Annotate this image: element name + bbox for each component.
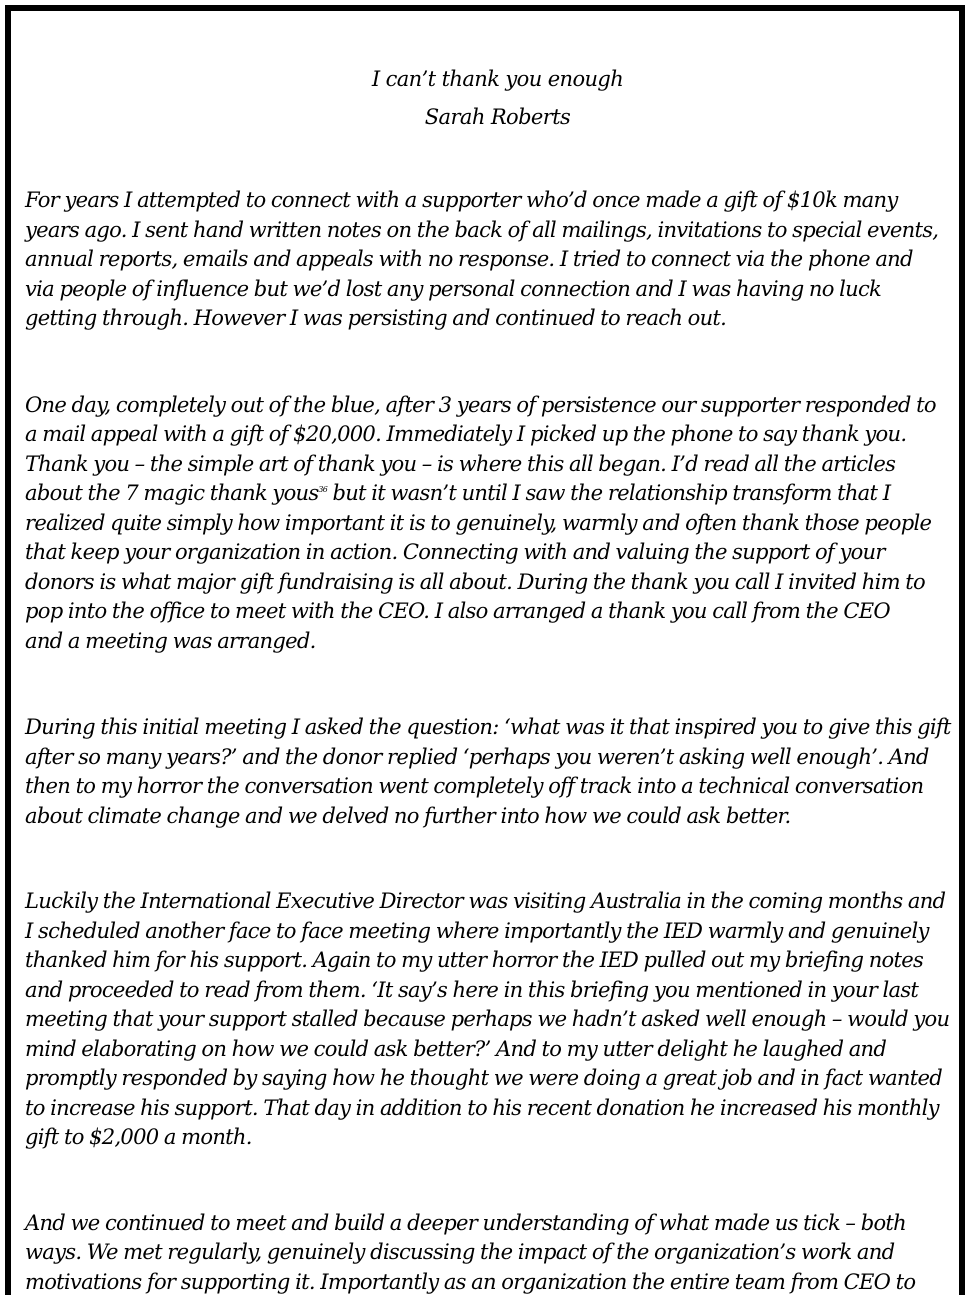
text-line: annual reports, emails and appeals with no response. I tried to connect via the phone and	[25, 245, 960, 275]
text-line: During this initial meeting I asked the question: ‘what was it that inspired you to give this gift	[25, 713, 960, 743]
text-segment: but it wasn’t until I saw the relationship transform that I	[327, 481, 890, 506]
text-line: promptly responded by saying how he thought we were doing a great job and in fact wanted	[25, 1064, 960, 1094]
text-line: motivations for supporting it. Importantly as an organization the entire team from CEO to	[25, 1268, 960, 1297]
paragraph-1	[25, 186, 970, 334]
text-line: years ago. I sent hand written notes on the back of all mailings, invitations to special events,	[25, 216, 960, 246]
text-line: I scheduled another face to face meeting where importantly the IED warmly and genuinely	[25, 917, 960, 947]
text-line: gift to $2,000 a month.	[25, 1123, 960, 1153]
text-line: to increase his support. That day in addition to his recent donation he increased his monthly	[25, 1094, 960, 1124]
footnote-reference[interactable]: 36	[318, 485, 327, 494]
text-line: after so many years?’ and the donor replied ‘perhaps you weren’t asking well enough’. And	[25, 743, 960, 773]
text-line: and proceeded to read from them. ‘It say’s here in this briefing you mentioned in your last	[25, 976, 960, 1006]
text-line: a mail appeal with a gift of $20,000. Immediately I picked up the phone to say thank you.	[25, 420, 960, 450]
paragraph-5	[25, 1209, 970, 1297]
paragraph-2	[25, 391, 970, 657]
text-line: thanked him for his support. Again to my utter horror the IED pulled out my briefing notes	[25, 946, 960, 976]
paragraph-4	[25, 887, 970, 1153]
text-line-with-footnote	[25, 479, 960, 509]
text-line: donors is what major gift fundraising is all about. During the thank you call I invited him to	[25, 568, 960, 598]
document-title: I can’t thank you enough	[25, 63, 970, 95]
text-line: that keep your organization in action. Connecting with and valuing the support of your	[25, 538, 960, 568]
text-line: meeting that your support stalled because perhaps we hadn’t asked well enough – would you	[25, 1005, 960, 1035]
page-frame	[5, 5, 965, 1295]
text-line: getting through. However I was persisting and continued to reach out.	[25, 304, 960, 334]
text-line: And we continued to meet and build a deeper understanding of what made us tick – both	[25, 1209, 960, 1239]
text-line: Luckily the International Executive Director was visiting Australia in the coming months and	[25, 887, 960, 917]
text-line: then to my horror the conversation went completely off track into a technical conversation	[25, 772, 960, 802]
text-line: about climate change and we delved no further into how we could ask better.	[25, 802, 960, 832]
text-line: and a meeting was arranged.	[25, 627, 960, 657]
text-line: ways. We met regularly, genuinely discussing the impact of the organization’s work and	[25, 1238, 960, 1268]
text-line: pop into the office to meet with the CEO. I also arranged a thank you call from the CEO	[25, 597, 960, 627]
text-line: For years I attempted to connect with a supporter who’d once made a gift of $10k many	[25, 186, 960, 216]
text-line: mind elaborating on how we could ask better?’ And to my utter delight he laughed and	[25, 1035, 960, 1065]
text-line: Thank you – the simple art of thank you – is where this all began. I’d read all the articles	[25, 450, 960, 480]
text-line: One day, completely out of the blue, after 3 years of persistence our supporter responded to	[25, 391, 960, 421]
text-line: realized quite simply how important it is to genuinely, warmly and often thank those people	[25, 509, 960, 539]
title-block	[25, 63, 970, 133]
text-line: via people of influence but we’d lost any personal connection and I was having no luck	[25, 275, 960, 305]
text-segment: about the 7 magic thank yous	[25, 481, 318, 506]
paragraph-3	[25, 713, 970, 831]
document-author: Sarah Roberts	[25, 101, 970, 133]
document-body	[25, 11, 970, 1297]
